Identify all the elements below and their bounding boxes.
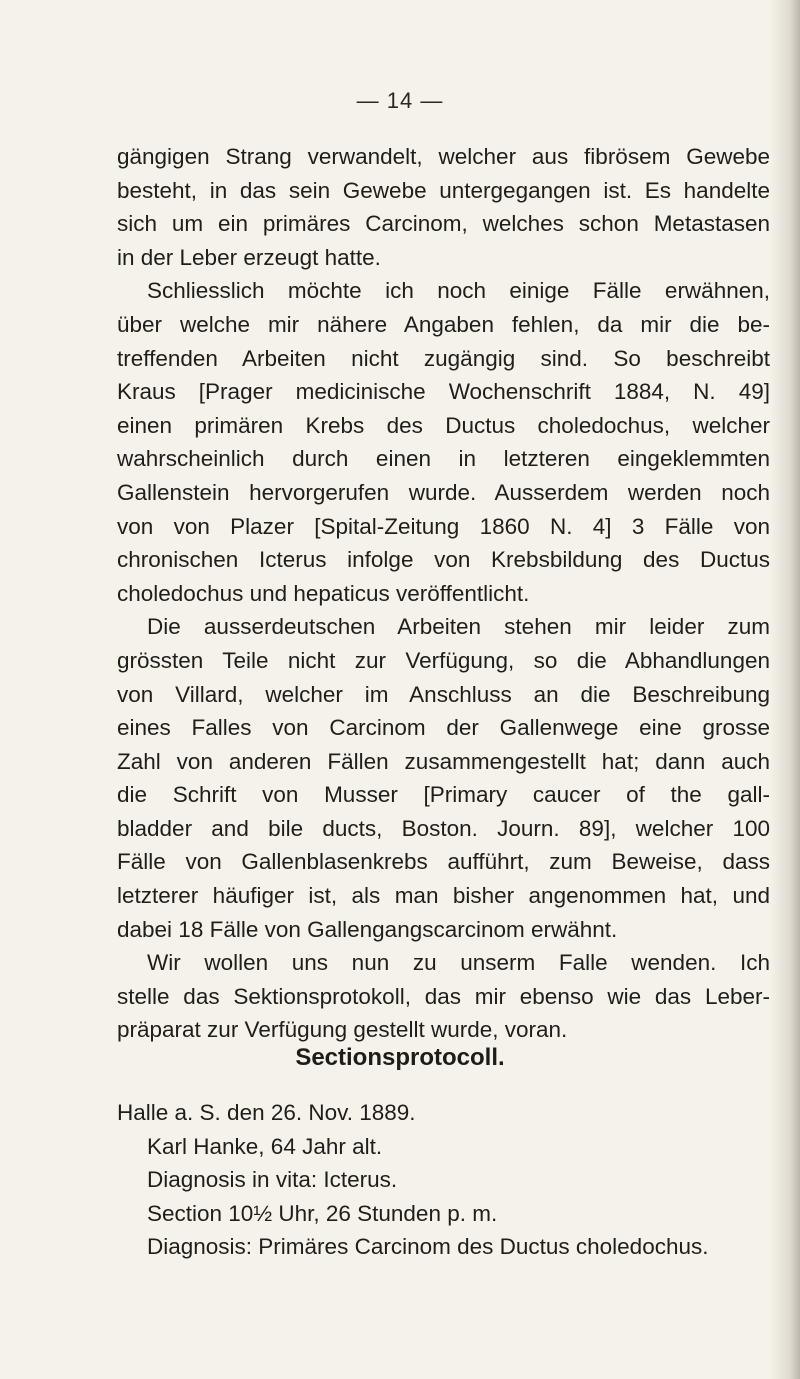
text-line: Schliesslich möchte ich noch einige Fälle erwähnen, [147,278,770,304]
text-line: sich um ein primäres Carcinom, welches schon Metastasen [117,211,770,237]
text-line: die Schrift von Musser [Primary caucer of the gall- [117,782,770,808]
text-line: gängigen Strang verwandelt, welcher aus fibrösem Gewebe [117,144,770,169]
protocol-block [117,1096,777,1264]
paragraph [117,274,770,610]
text-line: bladder and bile ducts, Boston. Journ. 89], welcher 100 [117,815,770,841]
text-line: Gallenstein hervorgerufen wurde. Ausserdem werden noch [117,479,770,505]
text-line: grössten Teile nicht zur Verfügung, so die Abhandlungen [117,647,770,673]
text-line: stelle das Sektionsprotokoll, das mir ebenso wie das Leber- [117,983,770,1009]
text-line: wahrscheinlich durch einen in letzteren eingeklemmten [117,446,770,472]
page-number: — 14 — [356,88,444,113]
text-line: Fälle von Gallenblasenkrebs aufführt, zum Beweise, dass [117,849,770,875]
protocol-patient: Karl Hanke, 64 Jahr alt. [147,1133,383,1159]
text-line: von von Plazer [Spital-Zeitung 1860 N. 4] 3 Fälle von [117,513,770,539]
text-line: choledochus und hepaticus veröffentlicht. [117,580,530,606]
protocol-section-time: Section 10½ Uhr, 26 Stunden p. m. [147,1200,498,1226]
text-line: treffenden Arbeiten nicht zugängig sind. So beschreibt [117,345,770,371]
paragraph [117,946,770,1047]
text-line: letzterer häufiger ist, als man bisher angenommen hat, und [117,883,770,909]
paragraph [117,140,770,274]
text-line: von Villard, welcher im Anschluss an die Beschreibung [117,681,770,707]
paragraph [117,610,770,946]
protocol-diagnosis: Diagnosis: Primäres Carcinom des Ductus choledochus. [147,1234,709,1260]
text-line: eines Falles von Carcinom der Gallenwege eine grosse [117,715,770,741]
text-line: Kraus [Prager medicinische Wochenschrift 1884, N. 49] [117,379,770,405]
text-line: Wir wollen uns nun zu unserm Falle wenden. Ich [147,950,770,976]
body-text [117,140,770,1047]
protocol-diagnosis-vita: Diagnosis in vita: Icterus. [147,1167,398,1193]
text-line: präparat zur Verfügung gestellt wurde, voran. [117,1017,568,1043]
protocol-place-date: Halle a. S. den 26. Nov. 1889. [117,1100,416,1125]
text-line: einen primären Krebs des Ductus choledochus, welcher [117,412,770,438]
text-line: über welche mir nähere Angaben fehlen, da mir die be- [117,311,770,337]
text-line: dabei 18 Fälle von Gallengangscarcinom erwähnt. [117,916,618,942]
text-line: besteht, in das sein Gewebe untergegangen ist. Es handelte [117,177,770,203]
section-heading: Sectionsprotocoll. [295,1044,505,1071]
text-line: chronischen Icterus infolge von Krebsbildung des Ductus [117,547,770,573]
text-line: Die ausserdeutschen Arbeiten stehen mir leider zum [147,614,770,640]
text-line: Zahl von anderen Fällen zusammengestellt hat; dann auch [117,748,770,774]
text-line: in der Leber erzeugt hatte. [117,244,381,270]
